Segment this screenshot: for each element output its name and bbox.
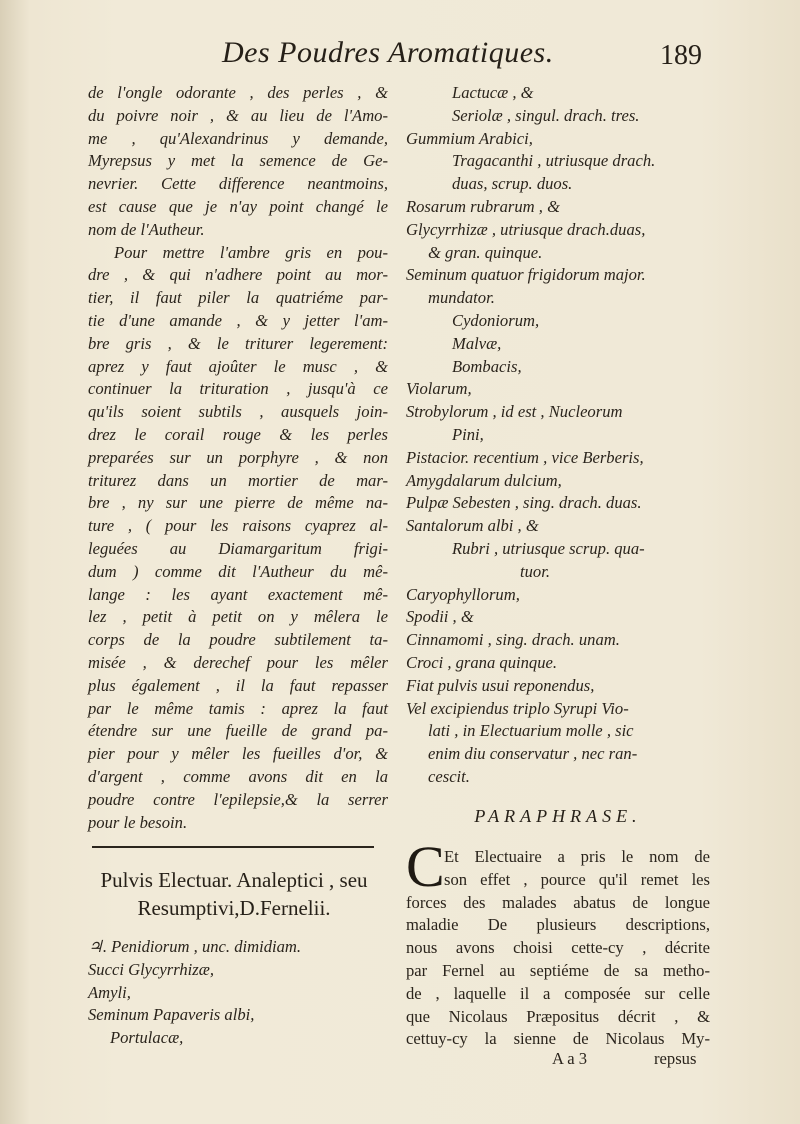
recipe-line: Rubri , utriusque scrup. qua- <box>452 538 645 558</box>
recipe-line: Gummium Arabici, <box>406 128 533 148</box>
text-line: tier, il faut piler la quatriéme par- <box>88 288 388 308</box>
recipe-line: Pulpæ Sebesten , sing. drach. duas. <box>406 493 642 513</box>
recipe-line: Glycyrrhizæ , utriusque drach.duas, <box>406 219 646 239</box>
text-line: Pour mettre l'ambre gris en pou- <box>114 242 388 262</box>
paraphrase-line: de , laquelle il a composée sur celle <box>406 983 710 1003</box>
recipe-line: Pini, <box>452 424 484 444</box>
text-line: étendre sur une fueille de grand pa- <box>88 721 388 741</box>
recipe-line: Strobylorum , id est , Nucleorum <box>406 402 623 422</box>
recipe-line: tuor. <box>520 561 550 581</box>
right-column <box>406 82 710 789</box>
section-divider <box>92 846 374 848</box>
text-line: aprez y faut ajoûter le musc , & <box>88 356 388 376</box>
recipe-line: Spodii , & <box>406 607 474 627</box>
catchword: repsus <box>654 1049 697 1068</box>
recipe-line: Rosarum rubrarum , & <box>406 196 560 216</box>
recipe-line: Santalorum albi , & <box>406 516 539 536</box>
paraphrase-heading: PARAPHRASE. <box>474 806 642 826</box>
recipe-line: Malvæ, <box>452 333 502 353</box>
text-line: du poivre noir , & au lieu de l'Amo- <box>88 105 388 125</box>
recipe-line: Pistacior. recentium , vice Berberis, <box>406 447 644 467</box>
text-line: de l'ongle odorante , des perles , & <box>88 83 388 102</box>
recipe-list-left <box>88 936 388 1050</box>
paraphrase-line: forces des malades abatus de longue <box>406 892 710 912</box>
text-line: misée , & derechef pour les mêler <box>88 652 388 672</box>
text-line: continuer la trituration , jusqu'à ce <box>88 379 388 399</box>
section-title-line: Pulvis Electuar. Analeptici , seu <box>100 868 368 892</box>
text-line: preparées sur un porphyre , & non <box>88 447 388 467</box>
paraphrase-line: par Fernel au septiéme de sa metho- <box>406 960 710 980</box>
text-line: drez le corail rouge & les perles <box>88 424 388 444</box>
text-line: pour le besoin. <box>88 812 188 832</box>
section-title-line: Resumptivi,D.Fernelii. <box>137 896 331 920</box>
recipe-line: Violarum, <box>406 379 472 399</box>
text-line: d'argent , comme avons dit en la <box>88 766 388 786</box>
running-title: Des Poudres Aromatiques. <box>222 36 554 69</box>
text-line: pier pour y mêler les fueilles d'or, & <box>88 744 388 764</box>
recipe-line: Fiat pulvis usui reponendus, <box>406 675 595 695</box>
text-line: qu'ils soient subtils , ausquels join- <box>88 402 388 422</box>
recipe-line: ♃. Penidiorum , unc. dimidiam. <box>88 937 302 956</box>
text-line: me , qu'Alexandrinus y demande, <box>88 128 388 148</box>
paraphrase-line: nous avons choisi cette-cy , décrite <box>406 938 710 958</box>
recipe-line: lati , in Electuarium molle , sic <box>428 721 634 741</box>
recipe-line: Tragacanthi , utriusque drach. <box>452 151 656 171</box>
recipe-line: Seminum quatuor frigidorum major. <box>406 265 646 285</box>
text-line: corps de la poudre subtilement ta- <box>88 630 388 650</box>
recipe-line: Caryophyllorum, <box>406 584 520 604</box>
recipe-line: Seminum Papaveris albi, <box>88 1005 255 1025</box>
text-line: leguées au Diamargaritum frigi- <box>88 538 388 558</box>
text-line: triturez dans un mortier de mar- <box>88 470 388 490</box>
recipe-line: mundator. <box>428 288 495 308</box>
text-line: est cause que je n'ay point changé le <box>88 196 388 216</box>
recipe-line: duas, scrup. duos. <box>452 174 573 194</box>
page-number: 189 <box>660 40 702 71</box>
recipe-line: cescit. <box>428 766 470 786</box>
recipe-line: Lactucæ , & <box>452 83 534 102</box>
recipe-line: Seriolæ , singul. drach. tres. <box>452 105 640 125</box>
recipe-line: Amyli, <box>88 982 131 1002</box>
recipe-line: Bombacis, <box>452 356 522 376</box>
paraphrase-line: Et Electuaire a pris le nom de <box>444 847 710 866</box>
recipe-line: Croci , grana quinque. <box>406 652 558 672</box>
text-line: par le même tamis : aprez la faut <box>88 698 388 718</box>
text-line: nevrier. Cette difference neantmoins, <box>88 174 388 194</box>
text-line: bre gris , & le triturer legerement: <box>88 333 388 353</box>
recipe-line: Portulacæ, <box>110 1028 184 1048</box>
recipe-line: Cydoniorum, <box>452 310 540 330</box>
text-line: dre , & qui n'adhere point au mor- <box>88 265 388 285</box>
text-line: plus également , il la faut repasser <box>88 675 388 695</box>
text-line: nom de l'Autheur. <box>88 219 205 239</box>
text-line: lange : les ayant exactement mê- <box>88 584 388 604</box>
recipe-line: Vel excipiendus triplo Syrupi Vio- <box>406 698 629 718</box>
signature-mark: A a 3 <box>552 1049 588 1068</box>
recipe-line: Amygdalarum dulcium, <box>406 470 562 490</box>
left-column <box>88 82 388 834</box>
text-line: ture , ( pour les raisons cyaprez al- <box>88 516 388 536</box>
recipe-line: & gran. quinque. <box>428 242 543 262</box>
recipe-line: enim diu conservatur , nec ran- <box>428 744 638 764</box>
text-line: bre , ny sur une pierre de même na- <box>88 493 388 513</box>
paraphrase-line: maladie De plusieurs descriptions, <box>406 915 710 935</box>
text-line: lez , petit à petit on y mêlera le <box>88 607 388 627</box>
text-line: tie d'une amande , & y jetter l'am- <box>88 310 388 330</box>
recipe-line: Succi Glycyrrhizæ, <box>88 959 214 979</box>
page-header <box>0 30 800 80</box>
paraphrase-line: son effet , pource qu'il remet les <box>444 869 710 889</box>
drop-cap: C <box>406 834 445 899</box>
paraphrase-line: cettuy-cy la sienne de Nicolaus My- <box>406 1029 710 1049</box>
paraphrase-text <box>406 846 710 1051</box>
recipe-line: Cinnamomi , sing. drach. unam. <box>406 630 620 650</box>
section-title <box>84 866 384 922</box>
text-line: poudre contre l'epilepsie,& la serrer <box>88 789 388 809</box>
paraphrase-line: que Nicolaus Præpositus décrit , & <box>406 1006 710 1026</box>
text-line: Myrepsus y met la semence de Ge- <box>88 151 388 171</box>
text-line: dum ) comme dit l'Autheur du mê- <box>88 561 388 581</box>
